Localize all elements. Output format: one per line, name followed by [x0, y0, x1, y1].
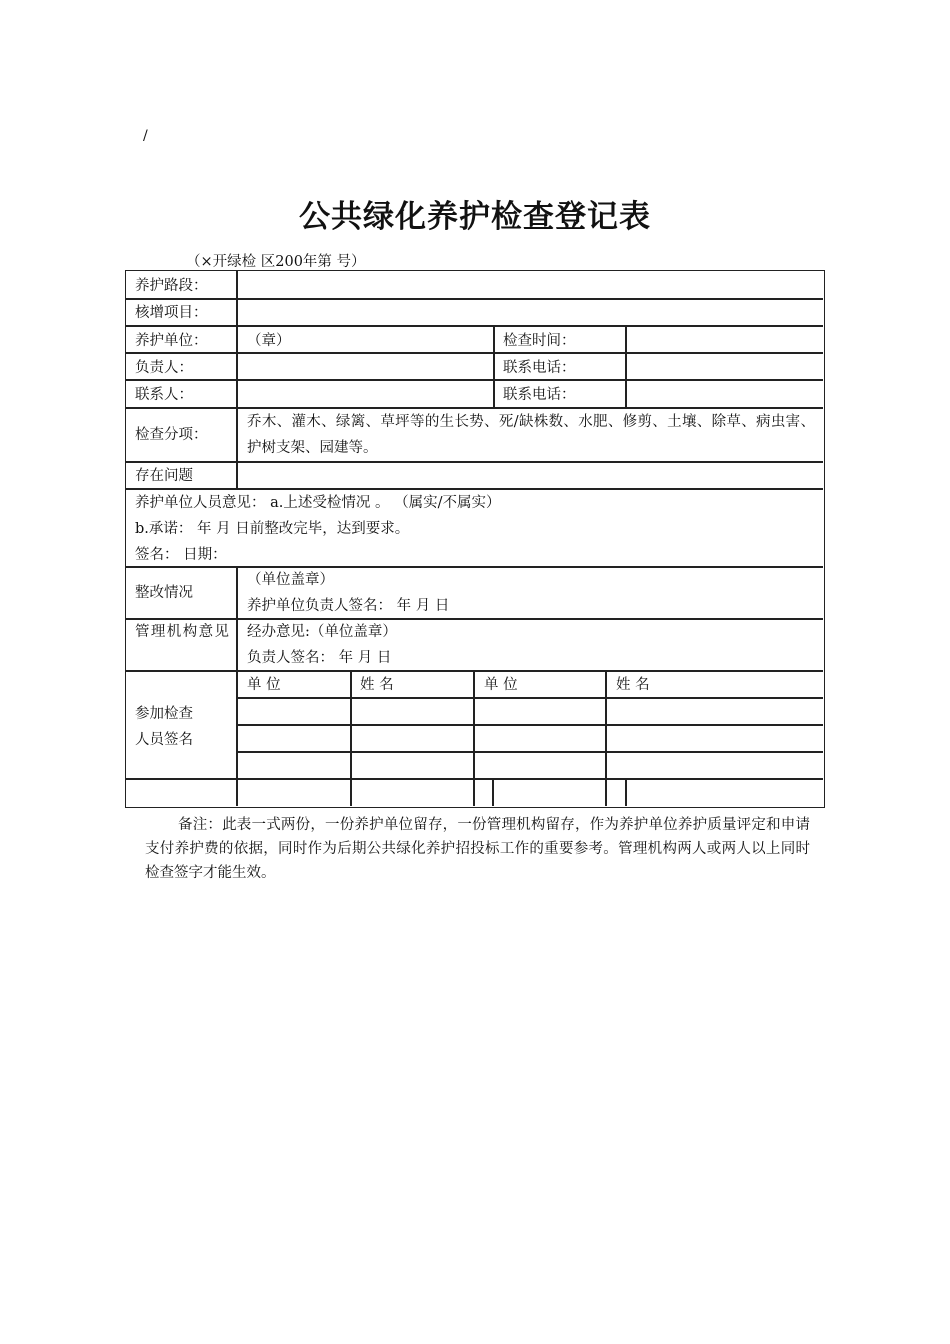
column-divider: [236, 271, 238, 461]
row-divider: [126, 352, 823, 354]
opinion-line: 养护单位人员意见： a.上述受检情况 。 （属实/不属实）: [135, 495, 501, 511]
page-title: 公共绿化养护检查登记表: [299, 199, 651, 235]
items-label: 检查分项：: [135, 427, 208, 443]
unit-label: 养护单位：: [135, 333, 208, 349]
column-divider: [492, 778, 494, 806]
row-divider: [236, 751, 823, 753]
column-divider: [493, 325, 495, 407]
mgmt-line: 经办意见:（单位盖章）: [247, 624, 397, 640]
mgmt-line: 负责人签名： 年 月 日: [247, 650, 392, 666]
form-number: （×开绿检 区200年第 号）: [186, 254, 366, 270]
row-divider: [126, 566, 823, 568]
contact-label: 联系人：: [135, 387, 193, 403]
footnote: 备注：此表一式两份，一份养护单位留存，一份管理机构留存，作为养护单位养护质量评定和申请支付养护费的依据，同时作为后期公共绿化养护招投标工作的重要参考。管理机构两人或两人以上同时检查签字才能生效。: [145, 817, 810, 881]
page-mark: /: [143, 128, 148, 144]
column-header-unit: 单 位: [484, 677, 518, 693]
row-divider: [126, 461, 823, 463]
opinion-line: 签名： 日期：: [135, 547, 227, 563]
column-header-unit: 单 位: [247, 677, 281, 693]
phone-label: 联系电话：: [503, 360, 576, 376]
column-divider: [473, 670, 475, 806]
row-divider: [126, 298, 823, 300]
road-label: 养护路段：: [135, 278, 208, 294]
column-divider: [236, 566, 238, 806]
row-divider: [126, 618, 823, 620]
phone-label: 联系电话：: [503, 387, 576, 403]
person-label: 负责人：: [135, 360, 193, 376]
unit-seal: （章）: [247, 333, 291, 349]
inspection-form: [125, 270, 825, 808]
rectify-label: 整改情况: [135, 585, 193, 601]
column-header-name: 姓 名: [360, 677, 394, 693]
check-time-label: 检查时间：: [503, 333, 576, 349]
row-divider: [236, 697, 823, 699]
row-divider: [236, 724, 823, 726]
row-divider: [126, 325, 823, 327]
column-divider: [236, 461, 238, 488]
column-divider: [625, 778, 627, 806]
participants-label: 参加检查人员签名: [135, 706, 193, 748]
column-header-name: 姓 名: [616, 677, 650, 693]
column-divider: [605, 670, 607, 806]
mgmt-label: 管理机构意见: [135, 624, 229, 640]
row-divider: [126, 379, 823, 381]
column-divider: [625, 325, 627, 407]
issues-label: 存在问题: [135, 468, 193, 484]
items-text: 乔木、灌木、绿篱、草坪等的生长势、死/缺株数、水肥、修剪、土壤、除草、病虫害、护树支架、园建等。: [247, 414, 815, 456]
column-divider: [350, 670, 352, 806]
opinion-line: b.承诺： 年 月 日前整改完毕，达到要求。: [135, 521, 410, 537]
project-label: 核增项目：: [135, 305, 208, 321]
rectify-line: （单位盖章）: [247, 572, 334, 588]
rectify-line: 养护单位负责人签名： 年 月 日: [247, 598, 450, 614]
